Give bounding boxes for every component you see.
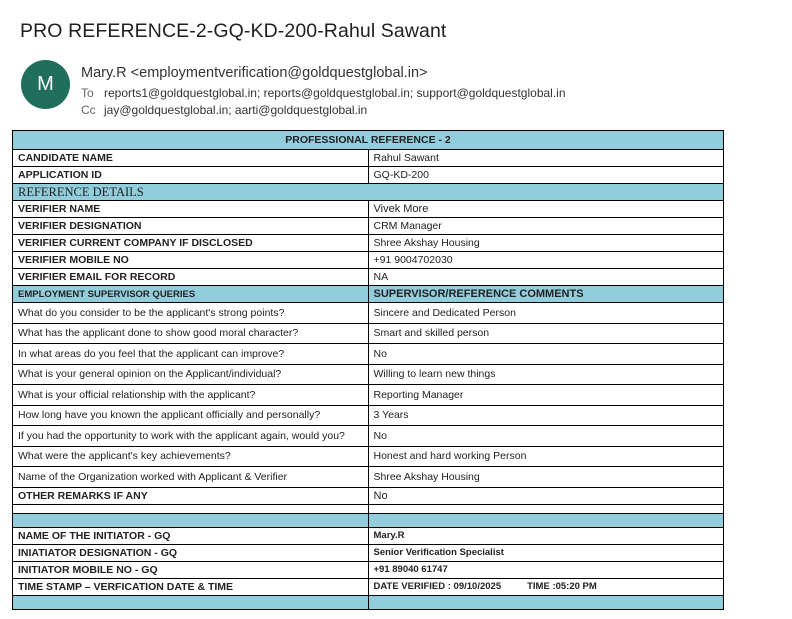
query-answer: Shree Akshay Housing [368,467,724,488]
cc-recipients [81,103,367,117]
comments-header: SUPERVISOR/REFERENCE COMMENTS [368,286,724,303]
sender-avatar[interactable]: M [21,60,70,109]
verifier-label: VERIFIER DESIGNATION [13,218,369,235]
reference-details-row [13,184,724,201]
reference-details-heading: REFERENCE DETAILS [13,184,724,201]
table-row [13,544,724,561]
verifier-value: CRM Manager [368,218,724,235]
other-remarks-label: OTHER REMARKS IF ANY [13,487,369,504]
initiator-label: NAME OF THE INITIATOR - GQ [13,527,369,544]
table-row [13,150,724,167]
table-row [13,527,724,544]
verifier-value: Shree Akshay Housing [368,235,724,252]
query-row [13,385,724,406]
appid-label: APPLICATION ID [13,167,369,184]
query-answer: 3 Years [368,405,724,426]
table-row [13,167,724,184]
table-row [13,218,724,235]
timestamp-label: TIME STAMP – VERFICATION DATE & TIME [13,578,369,595]
queries-header-row [13,286,724,303]
query-row [13,323,724,344]
initiator-label: INITIATOR MOBILE NO - GQ [13,561,369,578]
cc-label: Cc [81,103,96,117]
query-answer: No [368,344,724,365]
query-answer: Reporting Manager [368,385,724,406]
query-question: What is your general opinion on the Applicant/individual? [13,364,369,385]
footer-band-row [13,595,724,609]
query-row [13,303,724,324]
candidate-value: Rahul Sawant [368,150,724,167]
other-remarks-value: No [368,487,724,504]
query-row [13,405,724,426]
spacer-row [13,504,724,513]
initiator-value: +91 89040 61747 [368,561,724,578]
query-answer: Sincere and Dedicated Person [368,303,724,324]
timestamp-time: TIME :05:20 PM [527,581,597,592]
table-title-row [13,131,724,150]
to-recipients [81,86,566,100]
query-row [13,344,724,365]
query-row [13,426,724,447]
query-question: What is your official relationship with the applicant? [13,385,369,406]
query-answer: Willing to learn new things [368,364,724,385]
query-question: How long have you known the applicant officially and personally? [13,405,369,426]
timestamp-date: DATE VERIFIED : 09/10/2025 [373,581,502,592]
cc-addresses[interactable]: jay@goldquestglobal.in; aarti@goldquestglobal.in [104,103,368,117]
query-row [13,364,724,385]
query-answer: Honest and hard working Person [368,446,724,467]
table-row [13,235,724,252]
verifier-value: Vivek More [368,201,724,218]
table-row [13,201,724,218]
table-row [13,252,724,269]
initiator-value: Senior Verification Specialist [368,544,724,561]
reference-table [12,130,724,610]
candidate-label: CANDIDATE NAME [13,150,369,167]
query-answer: No [368,426,724,447]
verifier-label: VERIFIER CURRENT COMPANY IF DISCLOSED [13,235,369,252]
divider-band-row [13,513,724,527]
table-title: PROFESSIONAL REFERENCE - 2 [13,131,724,150]
verifier-label: VERIFIER MOBILE NO [13,252,369,269]
initiator-value: Mary.R [368,527,724,544]
verifier-value: +91 9004702030 [368,252,724,269]
sender[interactable]: Mary.R <employmentverification@goldquestglobal.in> [81,65,428,81]
query-row [13,467,724,488]
to-label: To [81,86,94,100]
appid-value: GQ-KD-200 [368,167,724,184]
verifier-label: VERIFIER NAME [13,201,369,218]
verifier-label: VERIFIER EMAIL FOR RECORD [13,269,369,286]
table-row [13,578,724,595]
queries-header: EMPLOYMENT SUPERVISOR QUERIES [13,286,369,303]
verifier-value: NA [368,269,724,286]
query-question: What were the applicant's key achievements? [13,446,369,467]
table-row [13,561,724,578]
query-question: If you had the opportunity to work with the applicant again, would you? [13,426,369,447]
initiator-label: INIATIATOR DESIGNATION - GQ [13,544,369,561]
to-addresses[interactable]: reports1@goldquestglobal.in; reports@goldquestglobal.in; support@goldquestglobal.in [104,86,566,100]
query-question: What has the applicant done to show good moral character? [13,323,369,344]
timestamp-value [368,578,724,595]
table-row [13,269,724,286]
table-row [13,487,724,504]
query-question: What do you consider to be the applicant's strong points? [13,303,369,324]
query-question: In what areas do you feel that the applicant can improve? [13,344,369,365]
query-question: Name of the Organization worked with Applicant & Verifier [13,467,369,488]
query-row [13,446,724,467]
query-answer: Smart and skilled person [368,323,724,344]
email-subject: PRO REFERENCE-2-GQ-KD-200-Rahul Sawant [20,20,447,42]
